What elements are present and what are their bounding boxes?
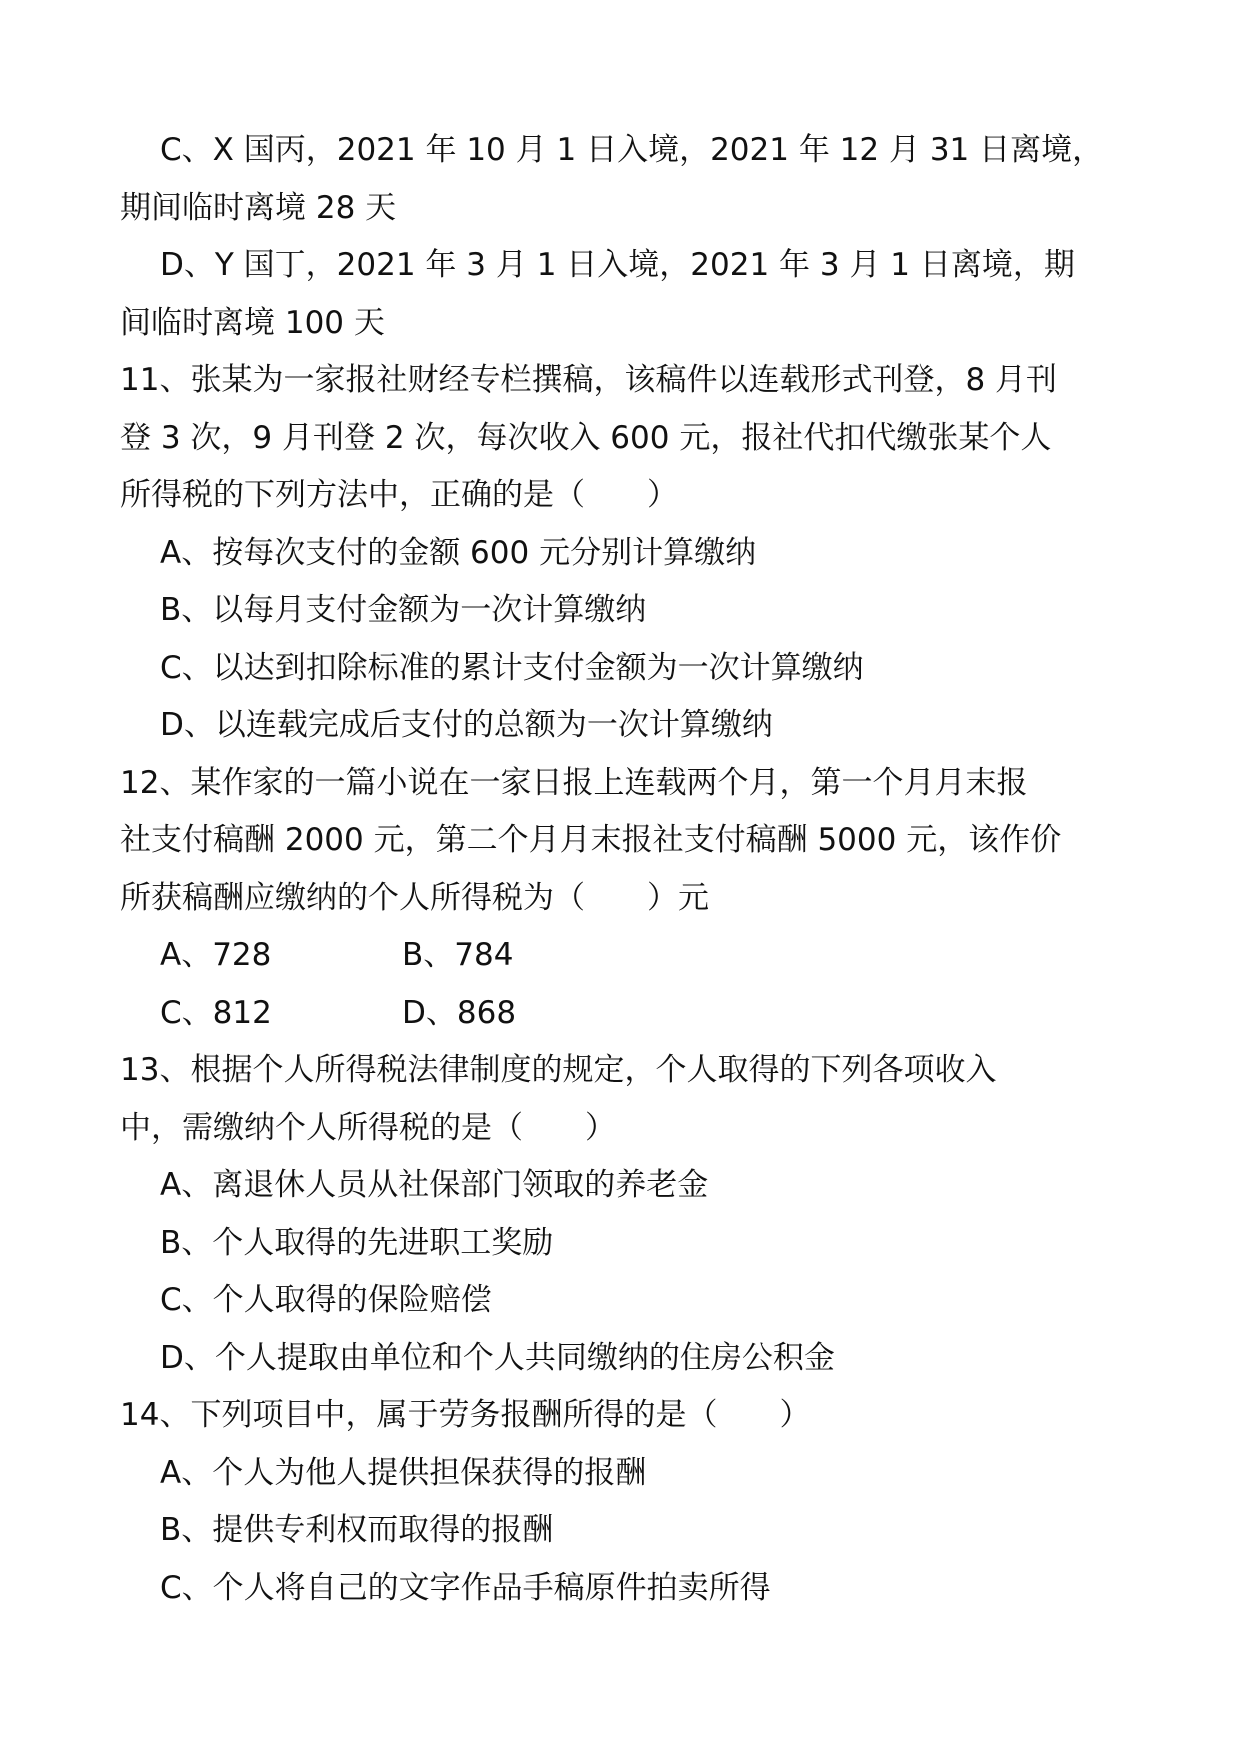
q14-option-b: B、提供专利权而取得的报酬 (160, 1512, 554, 1548)
q13-stem-line1: 13、根据个人所得税法律制度的规定，个人取得的下列各项收入 (120, 1052, 997, 1088)
q13-option-a: A、离退休人员从社保部门领取的养老金 (160, 1167, 709, 1203)
q11-option-c: C、以达到扣除标准的累计支付金额为一次计算缴纳 (160, 649, 864, 686)
q11-stem-line3: 所得税的下列方法中，正确的是（ ） (120, 477, 678, 513)
q12-options-row2 (120, 985, 1130, 1043)
q11-option-d: D、以连载完成后支付的总额为一次计算缴纳 (160, 707, 773, 743)
q14-option-c: C、个人将自己的文字作品手稿原件拍卖所得 (160, 1569, 771, 1606)
q12-options-row1 (120, 927, 1130, 985)
q12-stem-line3: 所获稿酬应缴纳的个人所得税为（ ）元 (120, 879, 709, 916)
q14-option-a: A、个人为他人提供担保获得的报酬 (160, 1454, 647, 1491)
q10-option-c-line1: C、X 国丙，2021 年 10 月 1 日入境，2021 年 12 月 31 日离境， (160, 132, 1104, 168)
q11-stem-line2: 登 3 次，9 月刊登 2 次，每次收入 600 元，报社代扣代缴张某个人 (120, 419, 1052, 456)
q13-option-d: D、个人提取由单位和个人共同缴纳的住房公积金 (160, 1339, 835, 1376)
q11-option-a: A、按每次支付的金额 600 元分别计算缴纳 (160, 534, 757, 571)
q13-option-c: C、个人取得的保险赔偿 (160, 1282, 492, 1318)
q12-option-a: A、728 (160, 937, 272, 973)
q11-option-b: B、以每月支付金额为一次计算缴纳 (160, 592, 647, 628)
question-list (120, 122, 1130, 1617)
q10-option-d-line2: 间临时离境 100 天 (120, 304, 385, 341)
q12-option-c: C、812 (160, 994, 272, 1031)
q14-stem: 14、下列项目中，属于劳务报酬所得的是（ ） (120, 1397, 811, 1433)
q10-option-c-line2: 期间临时离境 28 天 (120, 189, 397, 226)
q12-option-b: B、784 (402, 937, 514, 973)
q12-stem-line1: 12、某作家的一篇小说在一家日报上连载两个月，第一个月月末报 (120, 764, 1028, 801)
q11-stem-line1: 11、张某为一家报社财经专栏撰稿，该稿件以连载形式刊登，8 月刊 (120, 362, 1058, 398)
q10-option-d-line1: D、Y 国丁，2021 年 3 月 1 日入境，2021 年 3 月 1 日离境，期 (160, 247, 1075, 283)
q13-stem-line2: 中，需缴纳个人所得税的是（ ） (120, 1109, 616, 1146)
q12-option-d: D、868 (402, 994, 517, 1031)
q12-stem-line2: 社支付稿酬 2000 元，第二个月月末报社支付稿酬 5000 元，该作价 (120, 822, 1062, 858)
q13-option-b: B、个人取得的先进职工奖励 (160, 1224, 554, 1261)
